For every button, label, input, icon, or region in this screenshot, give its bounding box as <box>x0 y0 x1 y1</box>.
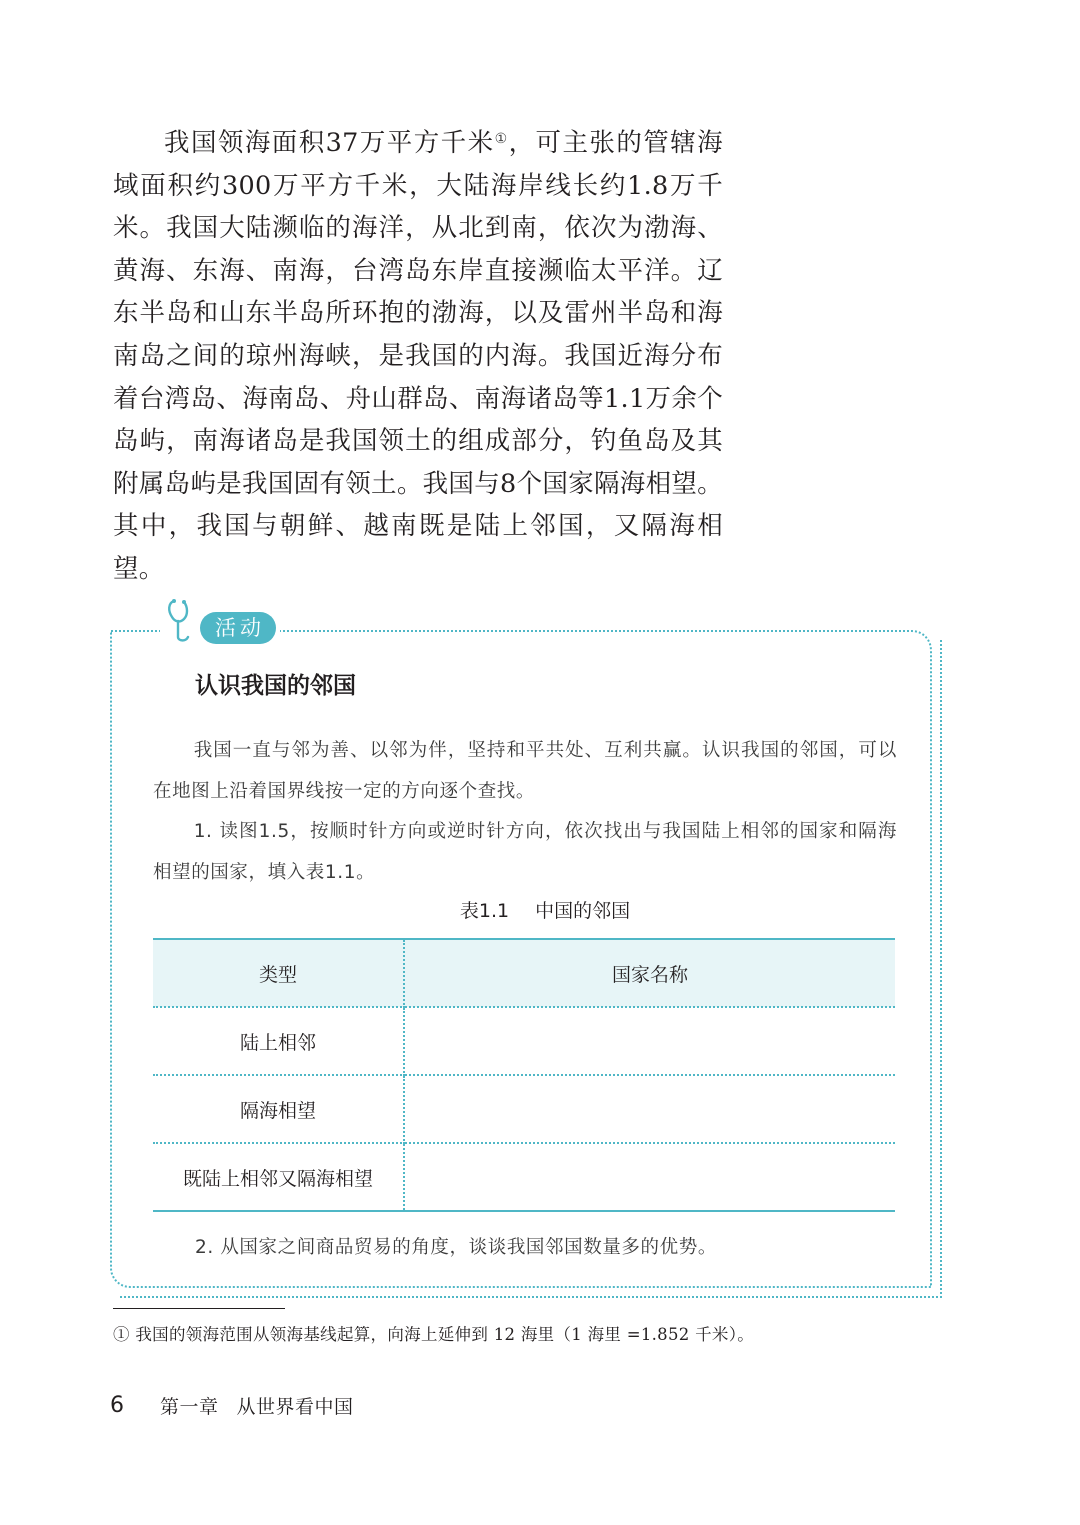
activity-question-2: 2. 从国家之间商品贸易的角度，谈谈我国邻国数量多的优势。 <box>195 1237 717 1258</box>
activity-text <box>153 731 897 893</box>
main-text-rest: ，可主张的管辖海域面积约300万平方千米，大陆海岸线长约1.8万千米。我国大陆濒临的海洋，从北到南，依次为渤海、黄海、东海、南海，台湾岛东岸直接濒临太平洋。辽东半岛和山东半岛所环抱的渤海，以及雷州半岛和海南岛之间的琼州海峡，是我国的内海。我国近海分布着台湾岛、海南岛、舟山群岛、南海诸岛等1.1万余个岛屿，南海诸岛是我国领土的组成部分，钓鱼岛及其附属岛屿是我国固有领土。我国与8个国家隔海相望。其中，我国与朝鲜、越南既是陆上邻国，又隔海相望。 <box>113 128 723 584</box>
chapter-title: 从世界看中国 <box>236 1396 354 1418</box>
table-row <box>153 1075 895 1143</box>
activity-title: 认识我国的邻国 <box>195 673 356 699</box>
main-paragraph <box>113 122 723 591</box>
row-answer-cell[interactable] <box>404 1143 895 1211</box>
header-type: 类型 <box>153 939 404 1007</box>
table-caption <box>0 895 1080 927</box>
activity-question-1: 1. 读图1.5，按顺时针方向或逆时针方向，依次找出与我国陆上相邻的国家和隔海相望的国家，填入表1.1。 <box>153 821 897 883</box>
row-answer-cell[interactable] <box>404 1075 895 1143</box>
row-type-land: 陆上相邻 <box>153 1007 404 1075</box>
table-caption-title: 中国的邻国 <box>535 900 631 922</box>
activity-intro: 我国一直与邻为善、以邻为伴，坚持和平共处、互利共赢。认识我国的邻国，可以在地图上沿着国界线按一定的方向逐个查找。 <box>153 740 897 802</box>
table-header-row <box>153 939 895 1007</box>
table-row <box>153 1143 895 1211</box>
activity-badge <box>160 597 280 651</box>
main-paragraph-text <box>113 122 723 591</box>
footnote-text: ① 我国的领海范围从领海基线起算，向海上延伸到 12 海里（1 海里 =1.852 千米）。 <box>113 1325 755 1344</box>
row-answer-cell[interactable] <box>404 1007 895 1075</box>
page-number: 6 <box>110 1393 124 1418</box>
row-type-sea: 隔海相望 <box>153 1075 404 1143</box>
chapter-heading <box>160 1392 354 1422</box>
chapter-number: 第一章 <box>160 1396 219 1418</box>
table-caption-number: 表1.1 <box>459 900 510 922</box>
footnote-reference[interactable]: ① <box>494 131 509 147</box>
main-text-start: 我国领海面积37万平方千米 <box>164 128 495 158</box>
neighbors-table <box>153 938 895 1212</box>
table-row <box>153 1007 895 1075</box>
activity-badge-label: 活动 <box>200 612 276 644</box>
footnote-divider <box>113 1308 285 1309</box>
row-type-both: 既陆上相邻又隔海相望 <box>153 1143 404 1211</box>
header-country-name: 国家名称 <box>404 939 895 1007</box>
